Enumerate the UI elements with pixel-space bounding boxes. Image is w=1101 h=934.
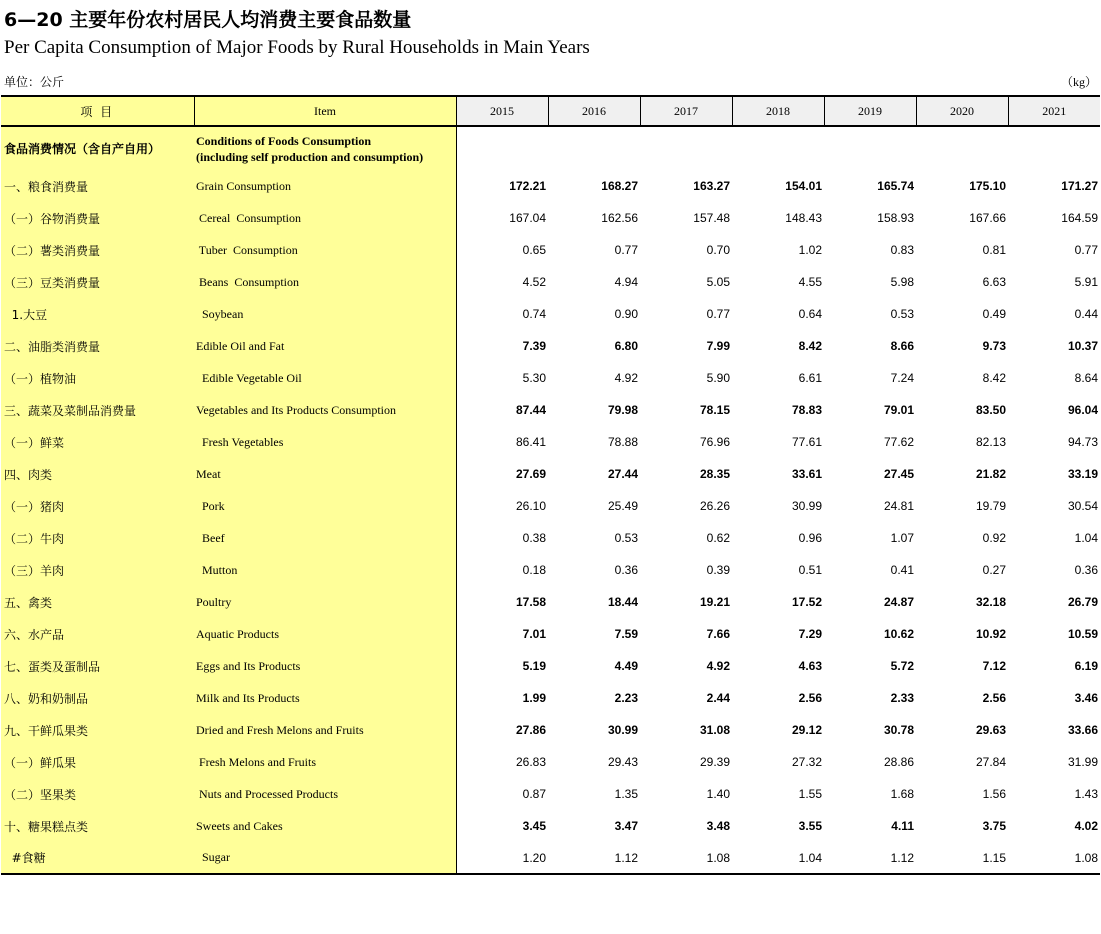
table-row <box>1 490 1100 522</box>
cell-value: 5.05 <box>706 275 730 289</box>
cell-value: 6.61 <box>798 371 822 385</box>
cell-value: 32.18 <box>975 595 1006 609</box>
row-label-en: Eggs and Its Products <box>194 650 456 682</box>
cell-value: 94.73 <box>1067 435 1098 449</box>
row-label-cn: 二、油脂类消费量 <box>1 330 194 362</box>
cell-value: 154.01 <box>785 179 822 193</box>
cell-value: 30.54 <box>1067 499 1098 513</box>
cell-value: 29.43 <box>607 755 638 769</box>
cell-value: 31.99 <box>1067 755 1098 769</box>
cell-value: 17.52 <box>791 595 822 609</box>
table-row <box>1 778 1100 810</box>
cell-value: 0.74 <box>522 307 546 321</box>
row-label-cn: （二）薯类消费量 <box>1 234 194 266</box>
table-row <box>1 362 1100 394</box>
cell-value: 24.87 <box>883 595 914 609</box>
row-label-en: Dried and Fresh Melons and Fruits <box>194 714 456 746</box>
table-row <box>1 810 1100 842</box>
cell-value: 18.44 <box>607 595 638 609</box>
cell-value: 1.68 <box>890 787 914 801</box>
cell-value: 0.62 <box>706 531 730 545</box>
row-label-cn: 四、肉类 <box>1 458 194 490</box>
table-row <box>1 554 1100 586</box>
cell-value: 19.79 <box>975 499 1006 513</box>
cell-value: 3.47 <box>614 819 638 833</box>
cell-value: 10.62 <box>883 627 914 641</box>
table-row <box>1 170 1100 202</box>
row-label-cn: （一）谷物消费量 <box>1 202 194 234</box>
cell-value: 3.75 <box>982 819 1006 833</box>
cell-value: 0.44 <box>1074 307 1098 321</box>
row-label-cn: #食糖 <box>1 842 194 874</box>
row-label-en: Tuber Consumption <box>194 234 456 266</box>
cell-value: 0.64 <box>798 307 822 321</box>
cell-value: 96.04 <box>1067 403 1098 417</box>
cell-value: 1.56 <box>982 787 1006 801</box>
cell-value: 83.50 <box>975 403 1006 417</box>
cell-value: 7.39 <box>522 339 546 353</box>
cell-value: 158.93 <box>877 211 914 225</box>
section-row <box>1 126 1100 170</box>
cell-value: 162.56 <box>601 211 638 225</box>
cell-value: 1.04 <box>732 842 824 874</box>
header-year: 2016 <box>548 96 640 126</box>
section-label-cn: 食品消费情况（含自产自用） <box>1 126 194 170</box>
cell-value: 10.59 <box>1067 627 1098 641</box>
cell-value: 163.27 <box>693 179 730 193</box>
table-row <box>1 394 1100 426</box>
cell-value: 77.61 <box>791 435 822 449</box>
cell-value: 3.46 <box>1074 691 1098 705</box>
table-row <box>1 842 1100 874</box>
cell-value: 165.74 <box>877 179 914 193</box>
cell-value: 79.98 <box>607 403 638 417</box>
section-label-en-line2: (including self production and consumption) <box>196 149 424 164</box>
cell-value: 0.53 <box>614 531 638 545</box>
cell-value: 0.70 <box>706 243 730 257</box>
cell-value: 5.98 <box>890 275 914 289</box>
table-row <box>1 746 1100 778</box>
cell-value: 28.86 <box>883 755 914 769</box>
row-label-cn: 一、粮食消费量 <box>1 170 194 202</box>
cell-value: 26.26 <box>699 499 730 513</box>
cell-value: 8.42 <box>798 339 822 353</box>
cell-value: 27.32 <box>791 755 822 769</box>
cell-value: 7.29 <box>798 627 822 641</box>
row-label-en: Edible Oil and Fat <box>194 330 456 362</box>
section-label-en-line1: Conditions of Foods Consumption <box>196 133 372 148</box>
cell-value: 7.59 <box>614 627 638 641</box>
cell-value: 10.92 <box>975 627 1006 641</box>
cell-value: 19.21 <box>699 595 730 609</box>
row-label-cn: （一）猪肉 <box>1 490 194 522</box>
cell-value: 29.39 <box>699 755 730 769</box>
row-label-cn: （一）鲜瓜果 <box>1 746 194 778</box>
cell-value: 7.12 <box>982 659 1006 673</box>
cell-value: 4.94 <box>614 275 638 289</box>
row-label-cn: 1.大豆 <box>1 298 194 330</box>
cell-value: 5.72 <box>890 659 914 673</box>
table-row <box>1 522 1100 554</box>
cell-value: 28.35 <box>699 467 730 481</box>
cell-value: 29.63 <box>975 723 1006 737</box>
cell-value: 78.83 <box>791 403 822 417</box>
cell-value: 1.15 <box>916 842 1008 874</box>
cell-value: 6.63 <box>982 275 1006 289</box>
cell-value: 0.27 <box>982 563 1006 577</box>
cell-value: 7.01 <box>522 627 546 641</box>
cell-value: 0.38 <box>522 531 546 545</box>
section-label-en <box>194 126 456 170</box>
cell-value: 4.55 <box>798 275 822 289</box>
cell-value: 24.81 <box>883 499 914 513</box>
header-item-en: Item <box>194 96 456 126</box>
cell-value: 10.37 <box>1067 339 1098 353</box>
table-row <box>1 650 1100 682</box>
cell-value: 21.82 <box>975 467 1006 481</box>
cell-value: 79.01 <box>883 403 914 417</box>
row-label-cn: 八、奶和奶制品 <box>1 682 194 714</box>
cell-value: 30.99 <box>607 723 638 737</box>
header-row <box>1 96 1100 126</box>
cell-value: 1.35 <box>614 787 638 801</box>
cell-value: 0.92 <box>982 531 1006 545</box>
header-item-cn: 项 目 <box>1 96 194 126</box>
cell-value: 157.48 <box>693 211 730 225</box>
cell-value: 3.55 <box>798 819 822 833</box>
cell-value: 0.65 <box>522 243 546 257</box>
cell-value: 78.15 <box>699 403 730 417</box>
cell-value: 4.92 <box>614 371 638 385</box>
row-label-en: Fresh Melons and Fruits <box>194 746 456 778</box>
cell-value: 2.56 <box>798 691 822 705</box>
cell-value: 82.13 <box>975 435 1006 449</box>
cell-value: 0.81 <box>982 243 1006 257</box>
row-label-cn: 五、禽类 <box>1 586 194 618</box>
cell-value: 87.44 <box>515 403 546 417</box>
cell-value: 5.19 <box>522 659 546 673</box>
cell-value: 3.45 <box>522 819 546 833</box>
unit-label-cn: 单位：公斤 <box>4 75 65 89</box>
row-label-en: Fresh Vegetables <box>194 426 456 458</box>
cell-value: 17.58 <box>515 595 546 609</box>
cell-value: 6.19 <box>1074 659 1098 673</box>
cell-value: 5.91 <box>1074 275 1098 289</box>
cell-value: 30.99 <box>791 499 822 513</box>
table-row <box>1 266 1100 298</box>
cell-value: 1.20 <box>456 842 548 874</box>
cell-value: 4.11 <box>891 819 914 833</box>
row-label-cn: 七、蛋类及蛋制品 <box>1 650 194 682</box>
cell-value: 0.77 <box>1074 243 1098 257</box>
table-row <box>1 426 1100 458</box>
cell-value: 27.44 <box>607 467 638 481</box>
row-label-en: Grain Consumption <box>194 170 456 202</box>
row-label-en: Edible Vegetable Oil <box>194 362 456 394</box>
cell-value: 4.49 <box>614 659 638 673</box>
cell-value: 33.19 <box>1067 467 1098 481</box>
cell-value: 0.39 <box>706 563 730 577</box>
table-row <box>1 202 1100 234</box>
cell-value: 2.23 <box>614 691 638 705</box>
row-label-en: Sugar <box>194 842 456 874</box>
row-label-en: Sweets and Cakes <box>194 810 456 842</box>
cell-value: 148.43 <box>785 211 822 225</box>
row-label-en: Beef <box>194 522 456 554</box>
cell-value: 8.42 <box>982 371 1006 385</box>
cell-value: 0.83 <box>890 243 914 257</box>
cell-value: 1.12 <box>824 842 916 874</box>
header-year: 2017 <box>640 96 732 126</box>
row-label-cn: （二）坚果类 <box>1 778 194 810</box>
cell-value: 1.43 <box>1074 787 1098 801</box>
page-title-en: Per Capita Consumption of Major Foods by Rural Households in Main Years <box>4 37 590 58</box>
row-label-cn: 九、干鲜瓜果类 <box>1 714 194 746</box>
cell-value: 8.64 <box>1074 371 1098 385</box>
row-label-cn: 三、蔬菜及菜制品消费量 <box>1 394 194 426</box>
cell-value: 1.08 <box>640 842 732 874</box>
table-row <box>1 714 1100 746</box>
table-row <box>1 618 1100 650</box>
table-row <box>1 682 1100 714</box>
cell-value: 2.44 <box>706 691 730 705</box>
row-label-en: Aquatic Products <box>194 618 456 650</box>
header-year: 2015 <box>456 96 548 126</box>
row-label-cn: （三）羊肉 <box>1 554 194 586</box>
cell-value: 4.92 <box>706 659 730 673</box>
cell-value: 0.87 <box>522 787 546 801</box>
cell-value: 6.80 <box>614 339 638 353</box>
cell-value: 3.48 <box>706 819 730 833</box>
cell-value: 1.12 <box>548 842 640 874</box>
table-row <box>1 458 1100 490</box>
table-row <box>1 330 1100 362</box>
cell-value: 4.52 <box>522 275 546 289</box>
row-label-en: Poultry <box>194 586 456 618</box>
row-label-en: Meat <box>194 458 456 490</box>
cell-value: 8.66 <box>890 339 914 353</box>
cell-value: 0.53 <box>890 307 914 321</box>
cell-value: 7.99 <box>706 339 730 353</box>
table-row <box>1 298 1100 330</box>
header-year: 2020 <box>916 96 1008 126</box>
cell-value: 30.78 <box>883 723 914 737</box>
cell-value: 26.83 <box>515 755 546 769</box>
cell-value: 172.21 <box>509 179 546 193</box>
cell-value: 27.86 <box>515 723 546 737</box>
cell-value: 1.55 <box>798 787 822 801</box>
consumption-table <box>1 95 1100 875</box>
cell-value: 164.59 <box>1061 211 1098 225</box>
cell-value: 26.79 <box>1067 595 1098 609</box>
table-row <box>1 586 1100 618</box>
row-label-cn: 十、糖果糕点类 <box>1 810 194 842</box>
cell-value: 76.96 <box>699 435 730 449</box>
cell-value: 0.77 <box>614 243 638 257</box>
cell-value: 26.10 <box>515 499 546 513</box>
row-label-en: Mutton <box>194 554 456 586</box>
cell-value: 0.36 <box>1074 563 1098 577</box>
cell-value: 5.90 <box>706 371 730 385</box>
row-label-en: Beans Consumption <box>194 266 456 298</box>
cell-value: 1.99 <box>522 691 546 705</box>
cell-value: 0.49 <box>982 307 1006 321</box>
cell-value: 2.56 <box>982 691 1006 705</box>
row-label-en: Soybean <box>194 298 456 330</box>
cell-value: 0.41 <box>890 563 914 577</box>
cell-value: 5.30 <box>522 371 546 385</box>
cell-value: 0.77 <box>706 307 730 321</box>
header-year: 2021 <box>1008 96 1100 126</box>
row-label-cn: （三）豆类消费量 <box>1 266 194 298</box>
cell-value: 1.40 <box>706 787 730 801</box>
cell-value: 167.66 <box>969 211 1006 225</box>
cell-value: 33.61 <box>791 467 822 481</box>
cell-value: 7.66 <box>706 627 730 641</box>
row-label-cn: （一）鲜菜 <box>1 426 194 458</box>
row-label-cn: （二）牛肉 <box>1 522 194 554</box>
cell-value: 4.63 <box>798 659 822 673</box>
cell-value: 0.36 <box>614 563 638 577</box>
cell-value: 0.18 <box>522 563 546 577</box>
row-label-en: Nuts and Processed Products <box>194 778 456 810</box>
cell-value: 31.08 <box>699 723 730 737</box>
unit-label-en: （kg） <box>1060 75 1097 89</box>
row-label-cn: （一）植物油 <box>1 362 194 394</box>
cell-value: 27.84 <box>975 755 1006 769</box>
cell-value: 0.51 <box>798 563 822 577</box>
page-title-cn: 6—20 主要年份农村居民人均消费主要食品数量 <box>4 9 412 31</box>
cell-value: 175.10 <box>969 179 1006 193</box>
row-label-en: Pork <box>194 490 456 522</box>
cell-value: 7.24 <box>890 371 914 385</box>
cell-value: 33.66 <box>1067 723 1098 737</box>
cell-value: 0.90 <box>614 307 638 321</box>
cell-value: 1.07 <box>890 531 914 545</box>
header-year: 2019 <box>824 96 916 126</box>
table-row <box>1 234 1100 266</box>
cell-value: 1.04 <box>1074 531 1098 545</box>
cell-value: 77.62 <box>883 435 914 449</box>
cell-value: 27.69 <box>515 467 546 481</box>
header-year: 2018 <box>732 96 824 126</box>
cell-value: 25.49 <box>607 499 638 513</box>
cell-value: 78.88 <box>607 435 638 449</box>
cell-value: 0.96 <box>798 531 822 545</box>
cell-value: 86.41 <box>515 435 546 449</box>
cell-value: 1.08 <box>1008 842 1100 874</box>
row-label-en: Vegetables and Its Products Consumption <box>194 394 456 426</box>
cell-value: 27.45 <box>883 467 914 481</box>
cell-value: 29.12 <box>791 723 822 737</box>
row-label-en: Cereal Consumption <box>194 202 456 234</box>
cell-value: 167.04 <box>509 211 546 225</box>
row-label-en: Milk and Its Products <box>194 682 456 714</box>
cell-value: 1.02 <box>798 243 822 257</box>
cell-value: 4.02 <box>1074 819 1098 833</box>
cell-value: 9.73 <box>982 339 1006 353</box>
cell-value: 2.33 <box>890 691 914 705</box>
cell-value: 168.27 <box>601 179 638 193</box>
cell-value: 171.27 <box>1061 179 1098 193</box>
row-label-cn: 六、水产品 <box>1 618 194 650</box>
